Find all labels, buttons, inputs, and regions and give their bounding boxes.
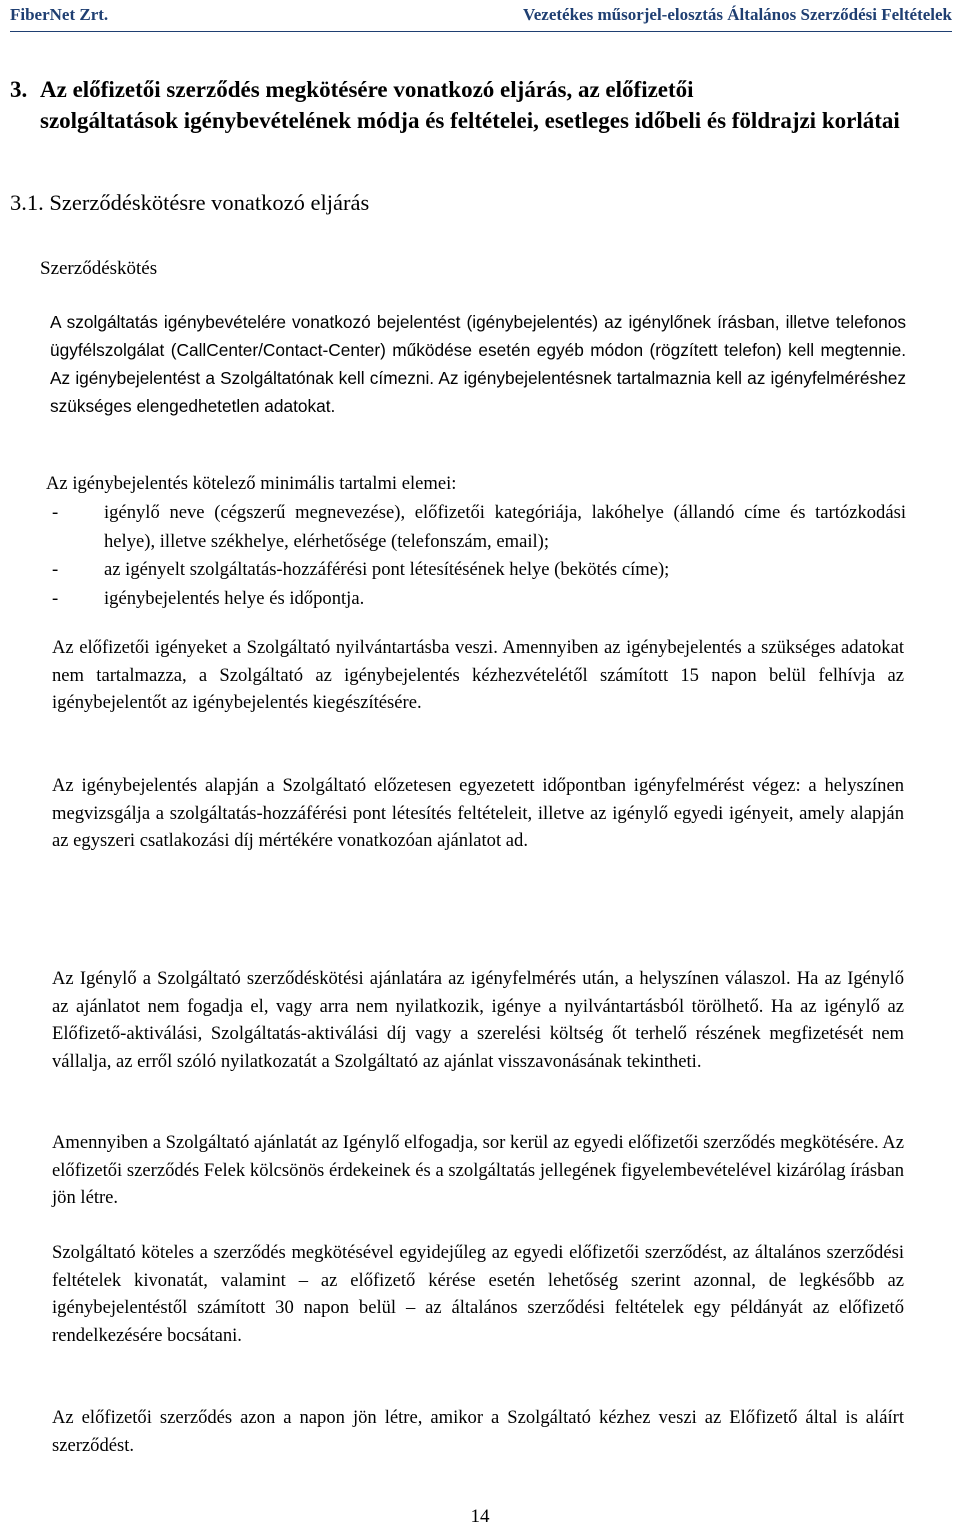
paragraph-4: Az Igénylő a Szolgáltató szerződéskötési ajánlatára az igényfelmérés után, a helyszínen válaszol. Ha az Igénylő az ajánlatot nem fogadja el, vagy arra nem nyilatkozik, igénye a nyilvántartásból törölhető. Ha az igénylő az Előfizető-aktiválási, Szolgáltatás-aktiválási díj vagy a szerelési költség őt terhelő részének megfizetését nem vállalja, az erről szóló nyilatkozatát a Szolgáltató az ajánlat visszavonásának tekintheti.	[52, 968, 904, 1072]
page-number: 14	[470, 1506, 490, 1527]
subsection-heading: 3.1. Szerződéskötésre vonatkozó eljárás	[10, 190, 370, 215]
list-item	[42, 585, 906, 614]
paragraph-2: Az előfizetői igényeket a Szolgáltató nyilvántartásba veszi. Amennyiben az igénybejelentés a szükséges adatokat nem tartalmazza, a Szolgáltató az igénybejelentés kézhezvételétől számított 15 napon belül felhívja az igénybejelentőt az igénybejelentés kiegészítésére.	[52, 637, 904, 713]
requirements-list	[42, 499, 906, 613]
list-dash: -	[52, 587, 59, 609]
list-item	[42, 556, 906, 585]
paragraph-1: A szolgáltatás igénybevételére vonatkozó bejelentést (igénybejelentés) az igénylőnek írásban, illetve telefonos ügyfélszolgálat (CallCenter/Contact-Center) működése esetén egyéb módon (rögzített telefon) kell megtennie. Az igénybejelentést a Szolgáltatónak kell címezni. Az igénybejelentésnek tartalmaznia kell az igényfelméréshez szükséges elengedhetetlen adatokat.	[50, 312, 906, 416]
list-item-text: igénybejelentés helye és időpontja.	[104, 587, 365, 609]
section-title-line1: Az előfizetői szerződés megkötésére vonatkozó eljárás, az előfizetői	[40, 77, 694, 102]
sub-heading: Szerződéskötés	[40, 258, 158, 279]
list-intro: Az igénybejelentés kötelező minimális tartalmi elemei:	[46, 473, 457, 494]
section-number: 3.	[10, 77, 28, 102]
list-item	[42, 499, 906, 556]
list-dash: -	[52, 559, 59, 580]
paragraph-5: Amennyiben a Szolgáltató ajánlatát az Igénylő elfogadja, sor kerül az egyedi előfizetői szerződés megkötésére. Az előfizetői szerződés Felek kölcsönös érdekeinek és a szolgáltatás jellegének figyelembevételével kizárólag írásban jön létre.	[52, 1132, 904, 1208]
list-dash: -	[52, 502, 59, 523]
paragraph-7: Az előfizetői szerződés azon a napon jön létre, amikor a Szolgáltató kézhez veszi az Előfizető által is aláírt szerződést.	[52, 1407, 904, 1456]
list-item-text: igénylő neve (cégszerű megnevezése), előfizetői kategóriája, lakóhelye (állandó címe és tartózkodási helye), illetve székhelye, elérhetősége (telefonszám, email);	[104, 502, 906, 552]
page-header	[10, 5, 952, 32]
section-heading	[10, 74, 912, 136]
header-company: FiberNet Zrt.	[10, 5, 109, 24]
header-document-title: Vezetékes műsorjel-elosztás Általános Szerződési Feltételek	[523, 5, 952, 24]
list-item-text: az igényelt szolgáltatás-hozzáférési pont létesítésének helye (bekötés címe);	[104, 559, 670, 580]
section-title-rest: szolgáltatások igénybevételének módja és feltételei, esetleges időbeli és földrajzi korlátai	[40, 108, 900, 133]
paragraph-6: Szolgáltató köteles a szerződés megkötésével egyidejűleg az egyedi előfizetői szerződést, az általános szerződési feltételek kivonatát, valamint – az előfizető kérése esetén lehetőség szerint azonnal, de legkésőbb az igénybejelentéstől számított 30 napon belül – az általános szerződési feltételek egy példányát az előfizető rendelkezésére bocsátani.	[52, 1242, 904, 1346]
paragraph-3: Az igénybejelentés alapján a Szolgáltató előzetesen egyezetett időpontban igényfelmérést végez: a helyszínen megvizsgálja a szolgáltatás-hozzáférési pont létesítés feltételeit, illetve az igénylő egyedi igényeit, amely alapján az egyszeri csatlakozási díj mértékére vonatkozóan ajánlatot ad.	[52, 775, 904, 851]
